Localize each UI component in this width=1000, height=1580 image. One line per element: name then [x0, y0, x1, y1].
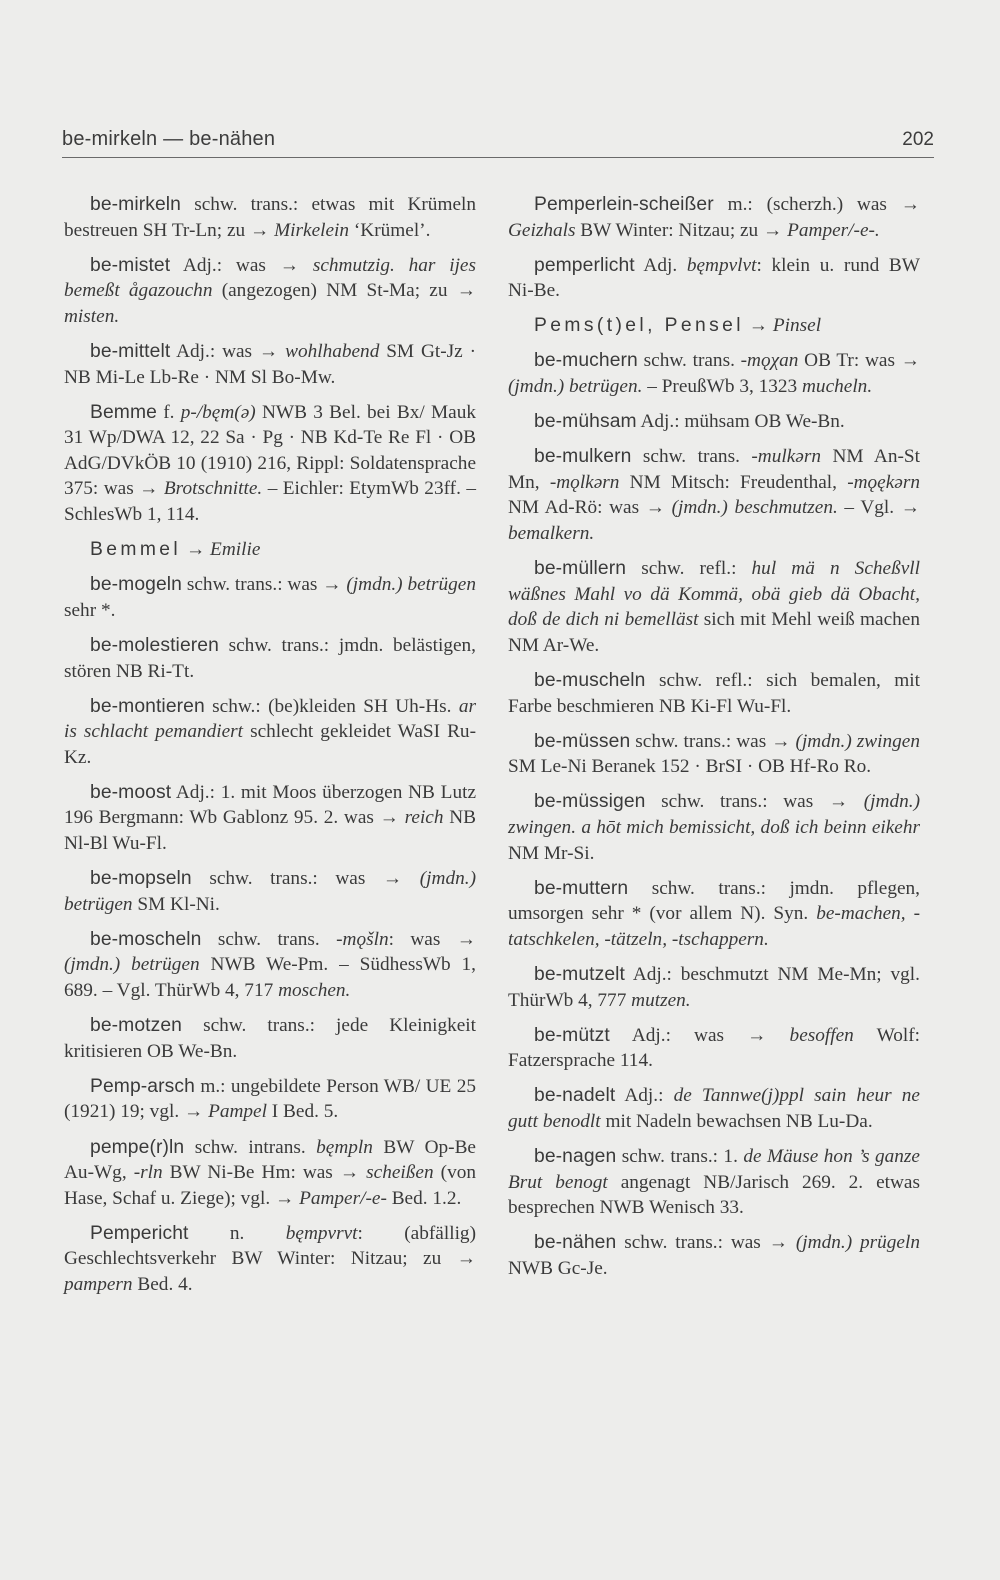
entry-headword: be-nagen	[534, 1146, 617, 1167]
entry-italic-text: -mǫękərn	[847, 471, 920, 493]
entry-text: SM Gt-Jz · NB Mi-Le Lb-Re · NM Sl Bo-Mw.	[64, 340, 476, 388]
dictionary-entry	[508, 1023, 920, 1074]
header-title: be-mirkeln — be-nähen	[62, 128, 276, 150]
entry-text: schw. trans.: was →	[630, 730, 796, 752]
entry-headword-spaced: Bemmel	[90, 539, 182, 561]
dictionary-entry	[64, 537, 476, 563]
dictionary-entry	[508, 1144, 920, 1221]
entry-text: schw. trans.: was →	[191, 868, 420, 890]
entry-italic-text: pampern	[64, 1273, 133, 1295]
running-header	[62, 128, 934, 158]
entry-italic-text: de Tannwe(j)ppl sain heur ne gutt benodlt	[508, 1085, 920, 1132]
entry-headword: pempe(r)ln	[90, 1136, 185, 1158]
entry-headword: Pemp-arsch	[90, 1075, 195, 1097]
entry-text: NWB Gc-Je.	[508, 1257, 608, 1279]
entry-text: Adj.: 1. mit Moos überzogen NB Lutz 196 Bergmann: Wb Gablonz 95. 2. was →	[64, 781, 476, 829]
entry-italic-text: schmutzig. har ijes bemeßt ågazouchn	[64, 254, 476, 302]
entry-italic-text: Pinsel	[772, 315, 822, 337]
entry-italic-text: -mǫšln	[336, 928, 389, 950]
entry-text: schw. trans.: jmdn. belästigen, stören NB Ri-Tt.	[64, 634, 476, 682]
entry-headword: be-müssigen	[534, 791, 646, 813]
entry-headword: be-muscheln	[534, 670, 646, 691]
entry-text: sich mit Mehl weiß machen NM Ar-We.	[508, 609, 920, 656]
entry-text: Adj.	[634, 254, 687, 276]
entry-text: f.	[156, 401, 181, 423]
entry-italic-text: Geizhals	[508, 219, 576, 241]
entry-headword: be-mogeln	[90, 574, 183, 596]
dictionary-entry	[508, 789, 920, 866]
page-number: 202	[902, 129, 934, 150]
entry-text: NM Mr-Si.	[508, 842, 595, 864]
entry-italic-text: reich	[404, 807, 444, 829]
entry-text: m.: (scherzh.) was →	[713, 194, 920, 215]
entry-headword: be-mopseln	[90, 868, 192, 890]
entry-italic-text: misten.	[64, 305, 120, 327]
entry-headword: be-muttern	[534, 877, 629, 899]
entry-italic-text: bęmpln	[316, 1136, 373, 1158]
entry-text: Wolf: Fatzersprache 114.	[508, 1024, 920, 1072]
entry-italic-text: -mulkərn	[751, 446, 821, 468]
dictionary-entry	[508, 876, 920, 953]
entry-italic-text: scheißen	[366, 1162, 434, 1184]
entry-italic-text: Brotschnitte.	[163, 478, 263, 500]
entry-italic-text: bemalkern.	[508, 523, 595, 545]
entry-text: schw. trans.: jede Kleinigkeit kritisieren OB We-Bn.	[64, 1015, 476, 1062]
entry-text: schw. trans.: was →	[616, 1232, 796, 1254]
dictionary-entry	[508, 1083, 920, 1134]
entry-text: (von Hase, Schaf u. Ziege); vgl. →	[64, 1162, 476, 1209]
right-column	[508, 192, 920, 1291]
dictionary-entry	[508, 348, 920, 399]
entry-headword-spaced: Pems(t)el, Pensel	[534, 315, 744, 337]
entry-headword: be-motzen	[90, 1015, 182, 1037]
entry-italic-text: (jmdn.) zwingen	[795, 730, 920, 752]
entry-italic-text: bęmpvrvt	[285, 1222, 358, 1244]
entry-headword: Bemme	[90, 401, 157, 423]
entry-italic-text: (jmdn.) betrügen	[64, 868, 476, 915]
dictionary-entry	[64, 1221, 476, 1298]
entry-text: schw. trans.: etwas mit Krümeln bestreuen SH Tr-Ln; zu →	[64, 194, 476, 241]
entry-text: – Vgl. →	[837, 497, 920, 519]
entry-italic-text: Mirkelein	[274, 219, 350, 241]
entry-text: schw. trans.: 1.	[616, 1146, 744, 1167]
entry-text: schw. trans.: jmdn. pflegen, umsorgen sehr * (vor allem N). Syn.	[508, 877, 920, 925]
entry-text: I Bed. 5.	[266, 1101, 339, 1123]
dictionary-entry	[64, 780, 476, 857]
entry-text: m.: ungebildete Person WB/ UE 25 (1921) 19; vgl. →	[64, 1075, 476, 1123]
dictionary-entry	[508, 253, 920, 304]
entry-text: mit Nadeln bewachsen NB Lu-Da.	[600, 1110, 873, 1132]
entry-text: NM Ad-Rö: was →	[508, 497, 672, 519]
entry-text: NB Nl-Bl Wu-Fl.	[64, 807, 476, 855]
dictionary-entry	[508, 409, 920, 435]
entry-text: BW Op-Be Au-Wg,	[64, 1136, 476, 1184]
entry-text: schw. trans.	[631, 446, 752, 468]
entry-italic-text: wohlhabend	[285, 340, 380, 362]
entry-italic-text: Emilie	[210, 539, 261, 561]
entry-italic-text: -mǫχan	[740, 350, 799, 372]
entry-text: schw. intrans.	[184, 1136, 317, 1158]
entry-italic-text: de Mäuse hon ’s ganze Brut benogt	[508, 1146, 920, 1193]
entry-headword: be-mulkern	[534, 446, 632, 468]
entry-text: BW Ni-Be Hm: was →	[162, 1162, 367, 1184]
entry-text: NM An-St Mn,	[508, 446, 920, 493]
entry-text: schw. trans.	[201, 928, 337, 950]
entry-italic-text: p-/bęm(ə)	[180, 401, 256, 423]
entry-italic-text: mutzen.	[631, 989, 691, 1011]
entry-headword: be-mittelt	[90, 340, 171, 362]
entry-italic-text: besoffen	[789, 1024, 854, 1046]
entry-italic-text: ar is schlacht pemandiert	[64, 695, 476, 743]
entry-italic-text: Pamper/-e-	[299, 1187, 387, 1209]
entry-italic-text: Pampel	[208, 1101, 267, 1123]
dictionary-entry	[508, 313, 920, 339]
dictionary-entry	[508, 668, 920, 719]
entry-text: – PreußWb 3, 1323	[642, 376, 802, 398]
entry-text: : was →	[388, 928, 476, 950]
entry-italic-text: moschen.	[278, 980, 351, 1002]
dictionary-entry	[64, 866, 476, 917]
entry-headword: be-müllern	[534, 558, 627, 580]
entry-headword: be-nähen	[534, 1232, 617, 1254]
entry-italic-text: (jmdn.) betrügen	[346, 574, 476, 596]
entry-headword: be-moscheln	[90, 928, 202, 950]
entry-italic-text: -mǫlkərn	[549, 471, 620, 493]
entry-headword: be-mühsam	[534, 411, 637, 433]
entry-text: schw. trans.: was →	[645, 791, 864, 813]
dictionary-entry	[508, 1230, 920, 1281]
entry-text: BW Winter: Nitzau; zu →	[575, 219, 788, 241]
entry-text: OB Tr: was →	[798, 350, 920, 372]
entry-text: Adj.: beschmutzt NM Me-Mn; vgl. ThürWb 4, 777	[508, 963, 920, 1011]
entry-text: NWB We-Pm. – SüdhessWb 1, 689. – Vgl. ThürWb 4, 717	[64, 954, 477, 1002]
entry-text: schw. refl.: sich bemalen, mit Farbe beschmieren NB Ki-Fl Wu-Fl.	[508, 670, 920, 717]
dictionary-entry	[64, 572, 476, 623]
entry-italic-text: (jmdn.) betrügen	[64, 954, 200, 976]
dictionary-entry	[64, 1135, 476, 1212]
entry-text: schw. trans.: was →	[182, 574, 347, 596]
entry-italic-text: hul mä n Scheßvll wäßnes Mahl vo dä Kommä, obä gieb dä Obacht, doß de dich ni bemelläst	[508, 558, 920, 631]
dictionary-entry	[508, 962, 920, 1013]
entry-text: Bed. 4.	[132, 1273, 193, 1295]
entry-text: schlecht gekleidet WaSI Ru-Kz.	[64, 721, 476, 768]
entry-text: Adj.: was →	[609, 1024, 790, 1046]
entry-text: →	[181, 539, 211, 561]
entry-text: n.	[188, 1222, 286, 1244]
entry-italic-text: be-machen, -tatschkelen, -tätzeln, -tschappern.	[508, 903, 920, 950]
entry-headword: be-mützt	[534, 1024, 610, 1046]
entry-text: – Eichler: EtymWb 23ff. – SchlesWb 1, 114.	[64, 478, 476, 526]
dictionary-entry	[64, 927, 476, 1004]
entry-italic-text: mucheln.	[802, 376, 873, 398]
dictionary-entry	[64, 694, 476, 771]
entry-text: →	[743, 315, 773, 337]
entry-text: schw. refl.:	[626, 558, 752, 580]
dictionary-entry	[64, 1013, 476, 1064]
entry-headword: be-nadelt	[534, 1085, 616, 1107]
entry-italic-text: bęmpvlvt	[686, 254, 757, 276]
dictionary-entry	[64, 1074, 476, 1125]
entry-text: Adj.: mühsam OB We-Bn.	[636, 411, 845, 433]
entry-headword: be-müssen	[534, 730, 631, 752]
entry-text: : klein u. rund BW Ni-Be.	[508, 254, 920, 302]
entry-headword: Pempericht	[90, 1222, 189, 1244]
entry-headword: pemperlicht	[534, 254, 635, 276]
entry-text: SM Le-Ni Beranek 152 · BrSI · OB Hf-Ro Ro.	[508, 756, 872, 778]
entry-headword: be-moost	[90, 781, 172, 803]
dictionary-entry	[508, 444, 920, 546]
entry-text: angenagt NB/Jarisch 269. 2. etwas besprechen NWB Wenisch 33.	[508, 1171, 920, 1219]
entry-headword: Pemperlein-scheißer	[534, 194, 714, 215]
entry-text: (angezogen) NM St-Ma; zu →	[212, 280, 476, 302]
dictionary-entry	[64, 400, 476, 528]
entry-headword: be-mistet	[90, 254, 171, 276]
entry-text: Bed. 1.2.	[386, 1187, 462, 1209]
entry-text: Adj.:	[615, 1085, 674, 1107]
dictionary-entry	[508, 729, 920, 780]
dictionary-entry	[64, 253, 476, 330]
entry-headword: be-mutzelt	[534, 963, 626, 985]
entry-text: Adj.: was →	[170, 340, 286, 362]
dictionary-entry	[508, 556, 920, 658]
entry-text: schw. trans.	[637, 350, 741, 372]
entry-italic-text: (jmdn.) beschmutzen.	[671, 497, 838, 519]
dictionary-entry	[64, 192, 476, 243]
entry-text: schw.: (be)kleiden SH Uh-Hs.	[204, 695, 459, 717]
entry-headword: be-molestieren	[90, 634, 219, 656]
dictionary-entry	[64, 633, 476, 684]
entry-headword: be-muchern	[534, 350, 638, 372]
entry-italic-text: (jmdn.) betrügen.	[508, 376, 643, 398]
entry-headword: be-montieren	[90, 695, 205, 717]
entry-italic-text: Pamper/-e-.	[787, 219, 880, 241]
entry-text: SM Kl-Ni.	[132, 893, 220, 915]
entry-italic-text: (jmdn.) zwingen. a hōt mich bemissicht, doß ich beinn eikehr	[508, 791, 920, 838]
entry-text: NM Mitsch: Freudenthal,	[619, 471, 848, 493]
dictionary-entry	[508, 192, 920, 243]
left-column	[64, 192, 476, 1307]
entry-text: sehr *.	[64, 599, 116, 621]
dictionary-entry	[64, 339, 476, 390]
entry-italic-text: (jmdn.) prügeln	[795, 1232, 920, 1254]
entry-italic-text: -rln	[133, 1162, 163, 1184]
entry-text: ‘Krümel’.	[349, 219, 431, 241]
entry-headword: be-mirkeln	[90, 194, 182, 215]
entry-text: : (abfällig) Geschlechtsverkehr BW Winter: Nitzau; zu →	[64, 1222, 476, 1270]
entry-text: Adj.: was →	[170, 254, 313, 276]
entry-text: NWB 3 Bel. bei Bx/ Mauk 31 Wp/DWA 12, 22 Sa · Pg · NB Kd-Te Re Fl · OB AdG/DVkÖB 10 (1910) 216, Rippl: Soldatensprache 375: was →	[64, 401, 476, 500]
